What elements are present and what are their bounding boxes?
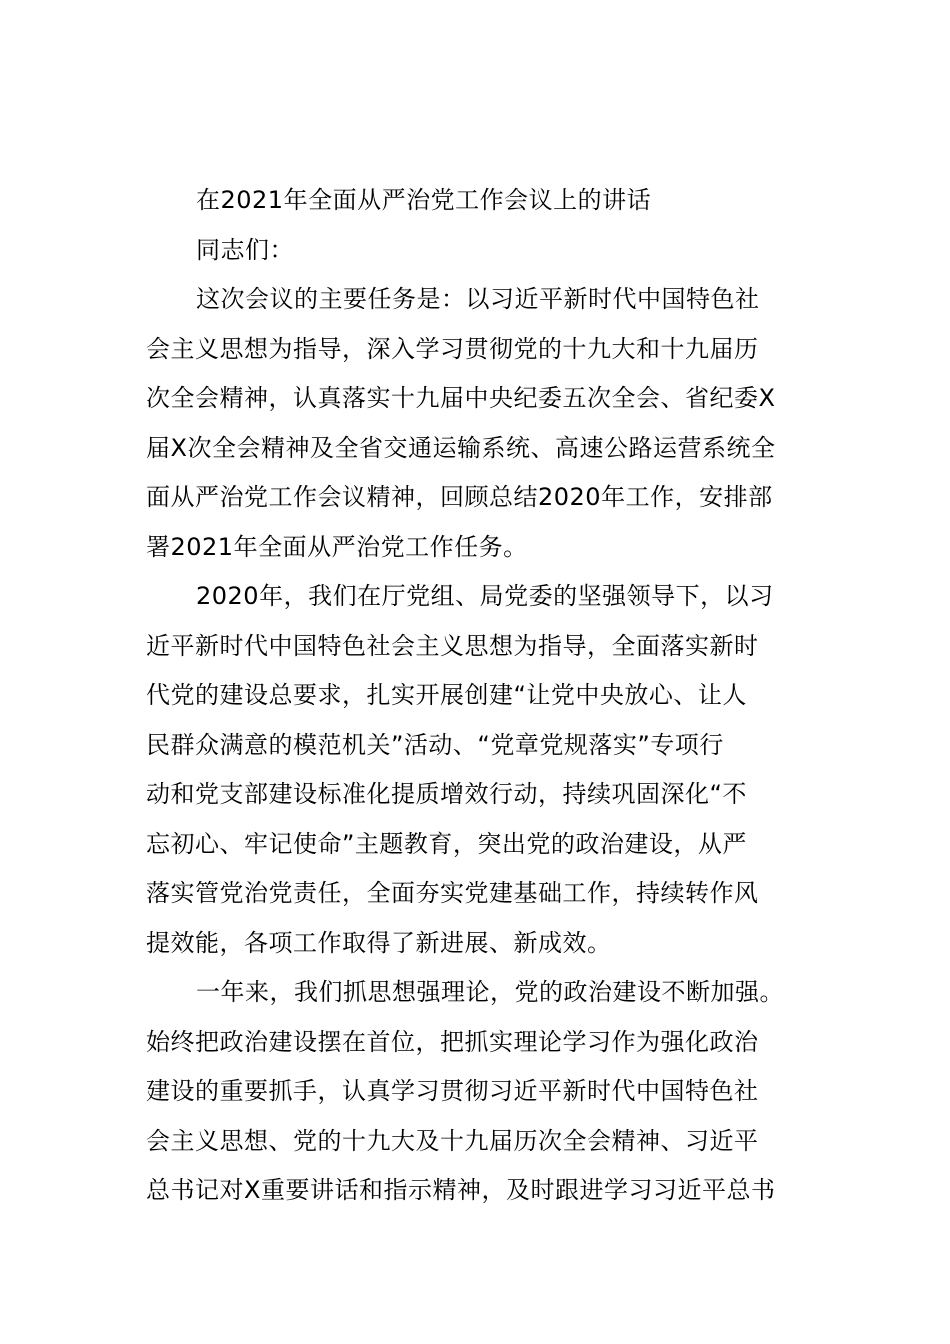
paragraph-line: 总书记对X重要讲话和指示精神，及时跟进学习习近平总书 [146,1176,776,1204]
paragraph-line: 次全会精神，认真落实十九届中央纪委五次全会、省纪委X [146,384,776,412]
paragraph-line: 代党的建设总要求，扎实开展创建“让党中央放心、让人 [146,681,747,709]
paragraph-1 [146,275,826,572]
paragraph-line: 署2021年全面从严治党工作任务。 [146,532,528,561]
paragraph-line: 动和党支部建设标准化提质增效行动，持续巩固深化“不 [146,780,747,808]
paragraph-line: 2020年，我们在厅党组、局党委的坚强领导下，以习 [196,582,774,610]
paragraph-line: 提效能，各项工作取得了新进展、新成效。 [146,928,612,957]
paragraph-line: 建设的重要抓手，认真学习贯彻习近平新时代中国特色社 [146,1077,759,1105]
paragraph-line: 会主义思想、党的十九大及十九届历次全会精神、习近平 [146,1126,759,1155]
paragraph-line: 这次会议的主要任务是：以习近平新时代中国特色社 [196,285,760,313]
paragraph-line: 近平新时代中国特色社会主义思想为指导，全面落实新时 [146,631,759,660]
paragraph-3 [146,968,826,1216]
paragraph-line: 届X次全会精神及全省交通运输系统、高速公路运营系统全 [146,433,776,462]
document-title: 在2021年全面从严治党工作会议上的讲话 [196,186,652,214]
paragraph-line: 一年来，我们抓思想强理论，党的政治建设不断加强。 [196,978,784,1006]
paragraph-line: 落实管党治党责任，全面夯实党建基础工作，持续转作风 [146,879,759,907]
salutation: 同志们： [196,235,294,264]
paragraph-line: 忘初心、牢记使命”主题教育，突出党的政治建设，从严 [146,829,747,858]
paragraph-line: 面从严治党工作会议精神，回顾总结2020年工作，安排部 [146,483,773,511]
paragraph-line: 始终把政治建设摆在首位，把抓实理论学习作为强化政治 [146,1027,759,1056]
paragraph-2 [146,572,826,968]
paragraph-line: 会主义思想为指导，深入学习贯彻党的十九大和十九届历 [146,334,759,363]
document-body [146,176,826,1216]
paragraph-line: 民群众满意的模范机关”活动、“党章党规落实”专项行 [146,730,724,759]
